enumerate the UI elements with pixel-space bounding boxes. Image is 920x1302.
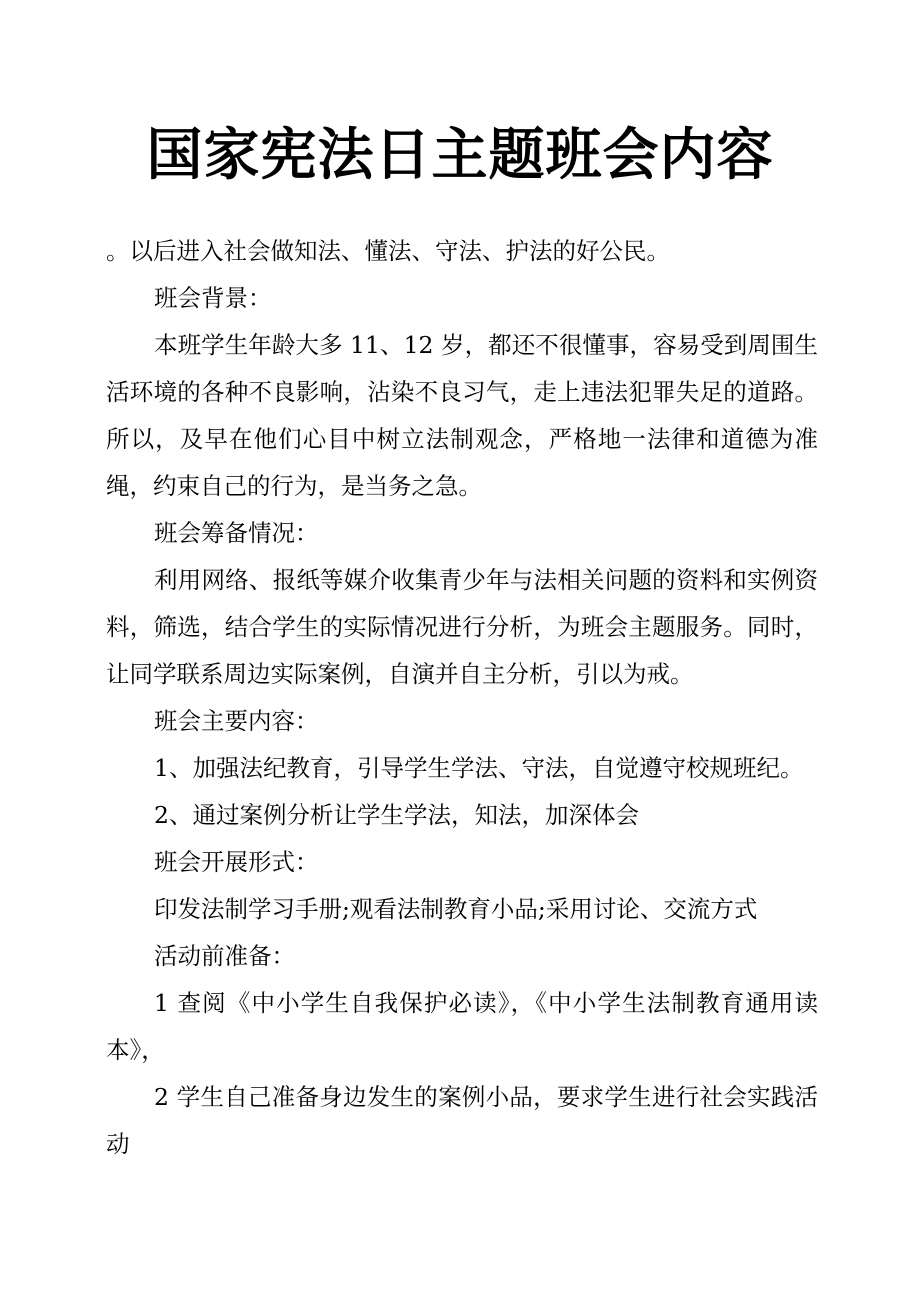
list-item-prep-1: 1 查阅《中小学生自我保护必读》，《中小学生法制教育通用读本》，	[106, 989, 818, 1064]
paragraph-format: 印发法制学习手册;观看法制教育小品;采用讨论、交流方式	[154, 895, 758, 923]
heading-pre-activity: 活动前准备：	[154, 942, 295, 970]
heading-format: 班会开展形式：	[154, 848, 319, 876]
document-title: 国家宪法日主题班会内容	[146, 123, 774, 188]
paragraph-background: 本班学生年龄大多 11、12 岁，都还不很懂事，容易受到周围生活环境的各种不良影响，沾染不良习气，走上违法犯罪失足的道路。所以，及早在他们心目中树立法制观念，严格地一法律和道德为准绳，约束自己的行为，是当务之急。	[106, 331, 818, 500]
heading-main-content: 班会主要内容：	[154, 707, 319, 735]
heading-preparation: 班会筹备情况：	[154, 519, 319, 547]
paragraph-preparation: 利用网络、报纸等媒介收集青少年与法相关问题的资料和实例资料，筛选，结合学生的实际情况进行分析，为班会主题服务。同时，让同学联系周边实际案例，自演并自主分析，引以为戒。	[106, 566, 818, 688]
heading-class-background: 班会背景：	[154, 284, 272, 312]
list-item-prep-2: 2 学生自己准备身边发生的案例小品，要求学生进行社会实践活动	[106, 1083, 818, 1158]
list-item-content-2: 2、通过案例分析让学生学法，知法，加深体会	[154, 801, 639, 829]
list-item-content-1: 1、加强法纪教育，引导学生学法、守法，自觉遵守校规班纪。	[154, 754, 804, 782]
document-body	[106, 228, 818, 1168]
paragraph-continuation: 。以后进入社会做知法、懂法、守法、护法的好公民。	[106, 237, 670, 265]
